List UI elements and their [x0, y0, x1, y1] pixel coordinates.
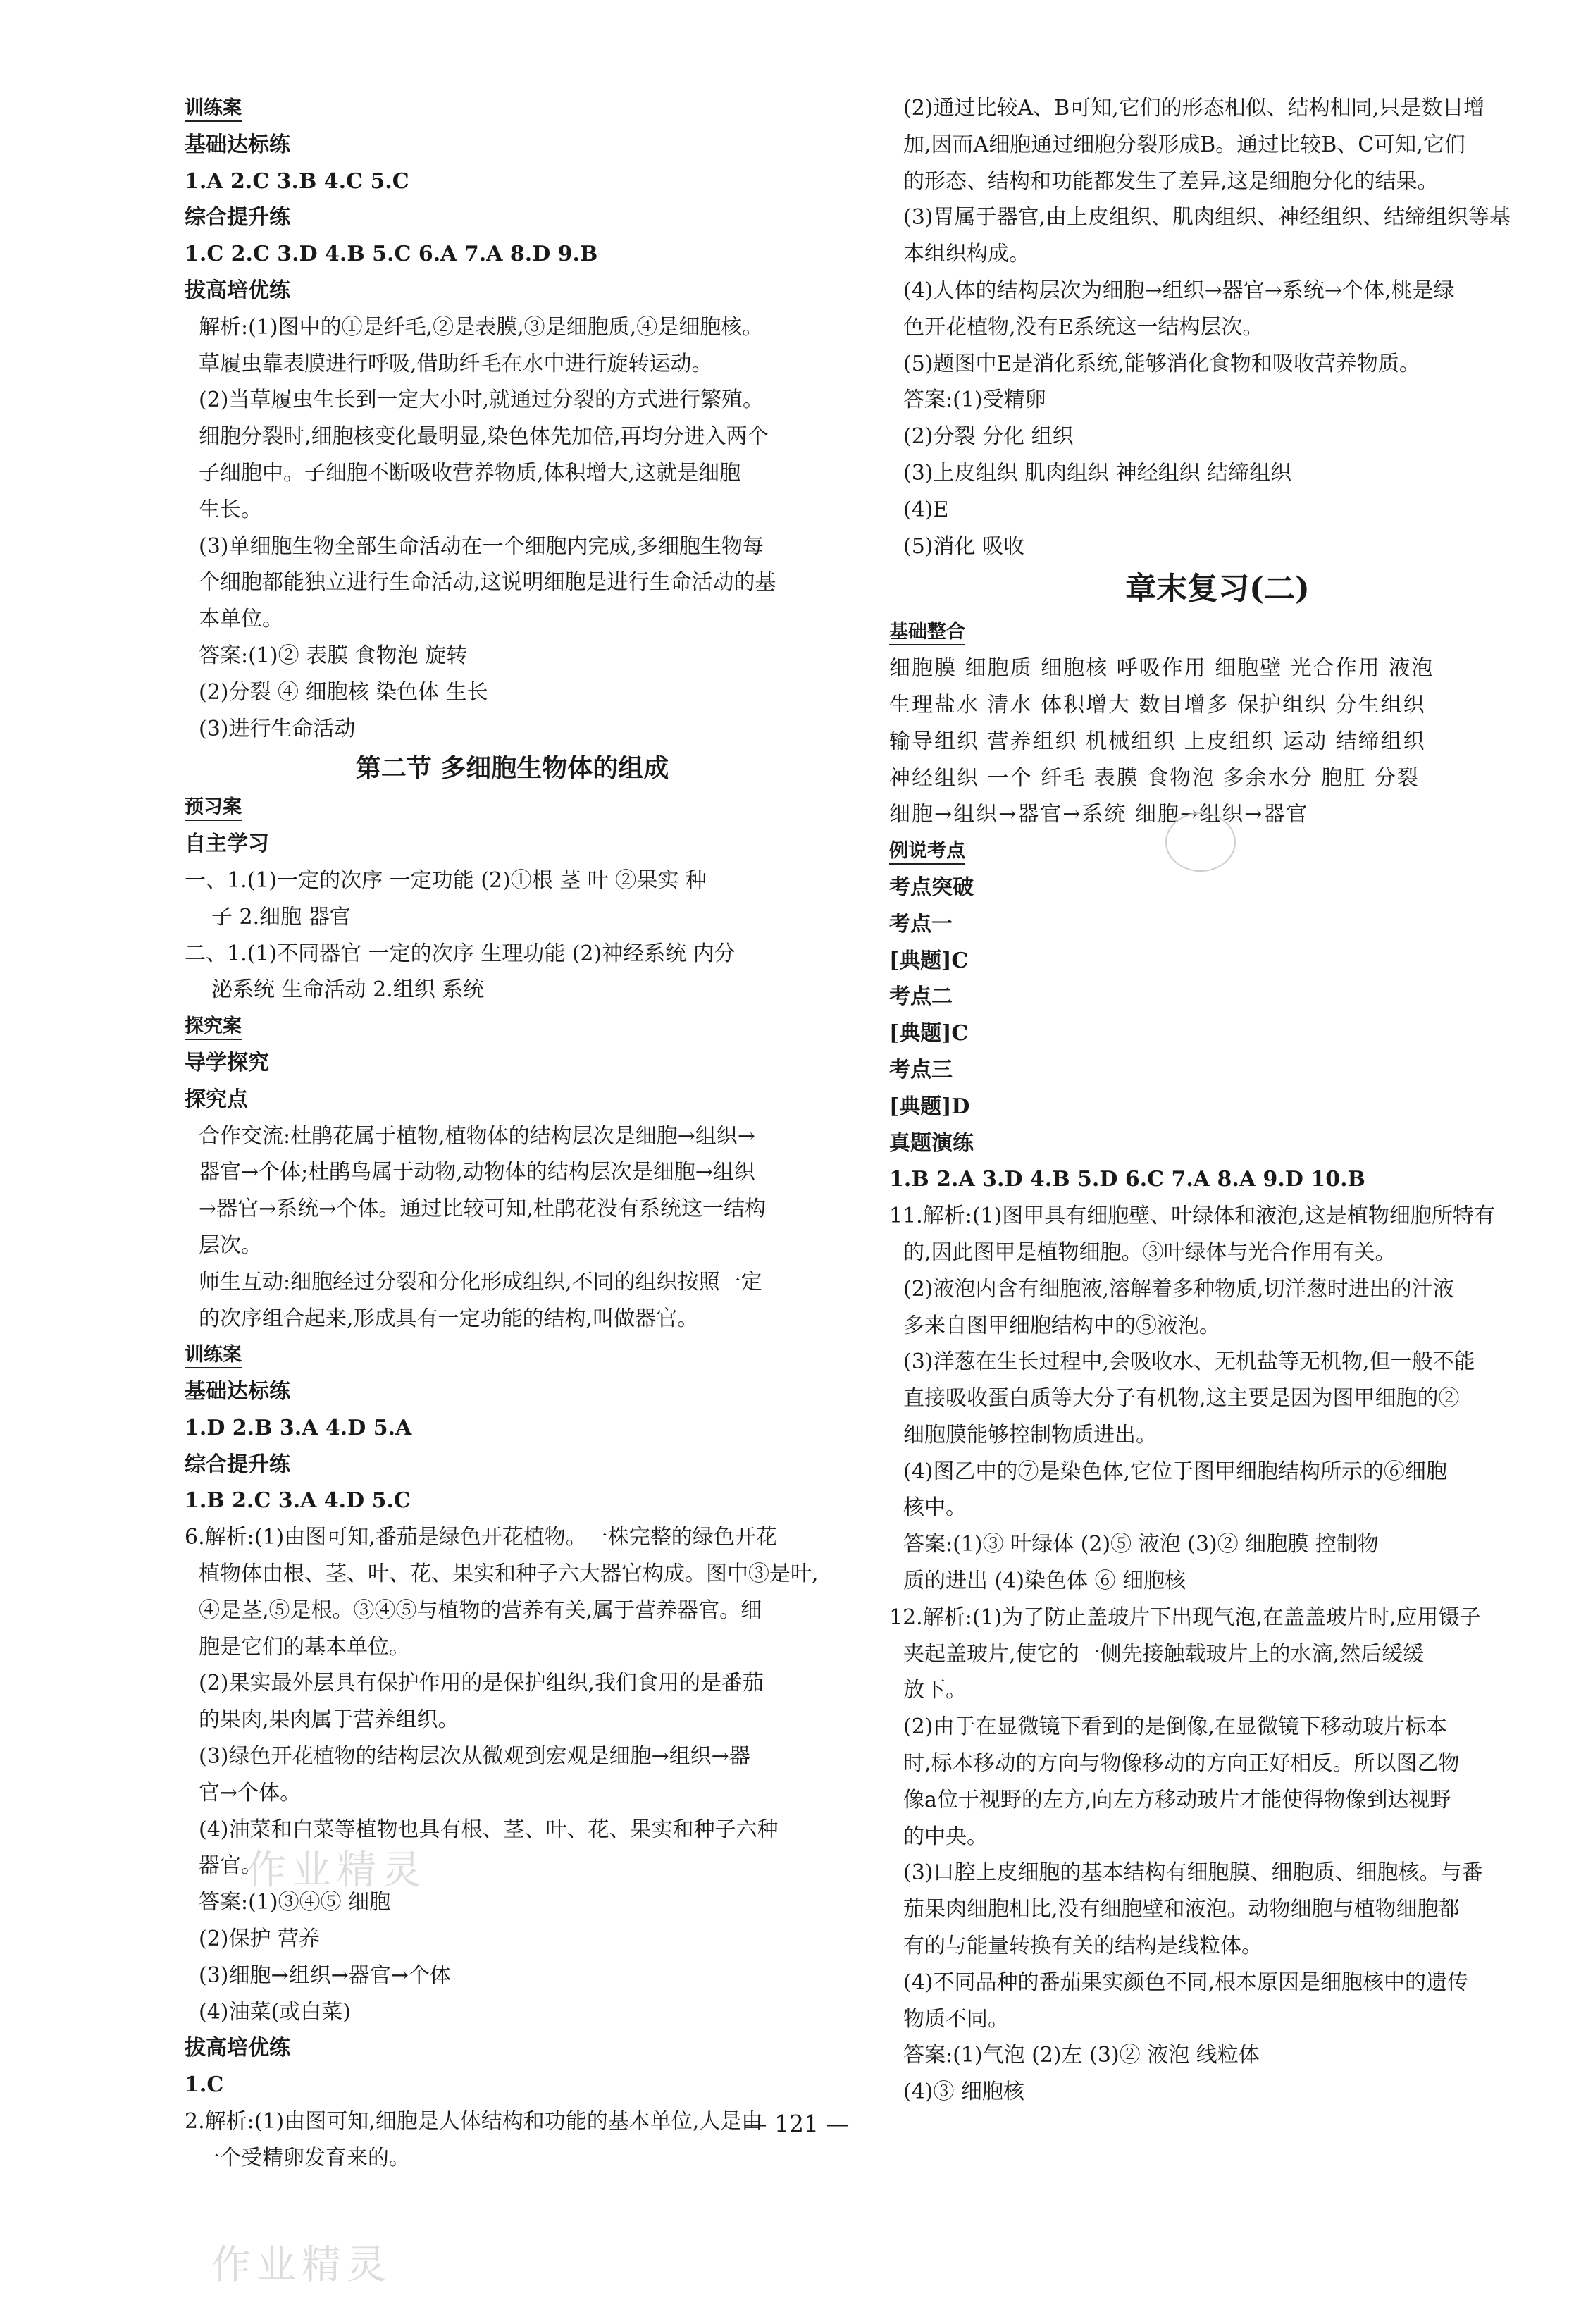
text-line: 官→个体。 [199, 1780, 302, 1805]
text-line: 胞是它们的基本单位。 [199, 1634, 410, 1659]
text-line: 基础达标练 [185, 1379, 290, 1404]
text-line: (4)油菜(或白菜) [199, 1999, 351, 2025]
text-line: 物质不同。 [903, 2006, 1009, 2032]
text-line [185, 1337, 840, 1373]
text-line: 答案:(1)② 表膜 食物泡 旋转 [199, 643, 468, 668]
text-line: [典题]D [889, 1094, 970, 1119]
text-line: (3)洋葱在生长过程中,会吸收水、无机盐等无机物,但一般不能 [903, 1349, 1475, 1375]
section-label: 训练案 [185, 1343, 242, 1368]
text-line: 细胞→组织→器官→系统 细胞→组织→器官 [889, 802, 1309, 827]
watermark-text: 作业精灵 [247, 1848, 427, 1893]
text-line: 答案:(1)③④⑤ 细胞 [199, 1890, 391, 1915]
text-line [185, 1008, 840, 1045]
watermark-text-bottom: 作业精灵 [211, 2242, 392, 2288]
section-label: 训练案 [185, 97, 242, 122]
text-line: 草履虫靠表膜进行呼吸,借助纤毛在水中进行旋转运动。 [199, 351, 713, 376]
right-column [889, 90, 1546, 2110]
text-line: 子 2.细胞 器官 [211, 904, 351, 929]
text-line [889, 614, 1546, 650]
text-line: 综合提升练 [185, 205, 290, 230]
text-line: 探究点 [185, 1087, 248, 1112]
text-line: 的形态、结构和功能都发生了差异,这是细胞分化的结果。 [903, 168, 1439, 194]
text-line: ④是茎,⑤是根。③④⑤与植物的营养有关,属于营养器官。细 [199, 1597, 762, 1623]
text-line: 解析:(1)图中的①是纤毛,②是表膜,③是细胞质,④是细胞核。 [199, 314, 764, 340]
text-line: →器官→系统→个体。通过比较可知,杜鹃花没有系统这一结构 [199, 1197, 766, 1222]
text-line: 色开花植物,没有E系统这一结构层次。 [903, 314, 1264, 340]
text-line: 有的与能量转换有关的结构是线粒体。 [903, 1934, 1263, 1959]
text-line: 植物体由根、茎、叶、花、果实和种子六大器官构成。图中③是叶, [199, 1562, 819, 1587]
text-line: (5)消化 吸收 [903, 533, 1025, 559]
text-line: (2)通过比较A、B可知,它们的形态相似、结构相同,只是数目增 [903, 96, 1485, 120]
text-line: 的中央。 [903, 1824, 988, 1849]
text-line: (2)分裂 ④ 细胞核 染色体 生长 [199, 679, 488, 705]
text-line: 放下。 [903, 1678, 967, 1703]
text-line: 质的进出 (4)染色体 ⑥ 细胞核 [903, 1569, 1186, 1594]
text-line: 二、1.(1)不同器官 一定的次序 生理功能 (2)神经系统 内分 [185, 941, 736, 966]
page-number: — 121 — [743, 2110, 850, 2137]
text-line: 直接吸收蛋白质等大分子有机物,这主要是因为图甲细胞的② [903, 1386, 1460, 1411]
text-line: 答案:(1)受精卵 [903, 388, 1046, 413]
section-label: 基础整合 [889, 620, 965, 645]
text-line: 的果肉,果肉属于营养组织。 [199, 1707, 459, 1733]
text-line: 本单位。 [199, 607, 283, 632]
text-line: 的,因此图甲是植物细胞。③叶绿体与光合作用有关。 [903, 1240, 1396, 1265]
text-line: 考点突破 [889, 874, 974, 900]
text-line: 多来自图甲细胞结构中的⑤液泡。 [903, 1313, 1220, 1338]
text-line: (4)人体的结构层次为细胞→组织→器官→系统→个体,桃是绿 [903, 278, 1455, 303]
text-line: (2)分裂 分化 组织 [903, 424, 1074, 450]
text-line: 真题演练 [889, 1130, 974, 1156]
text-line: 像a位于视野的左方,向左方移动玻片才能使得物像到达视野 [903, 1787, 1451, 1812]
text-line: 一、1.(1)一定的次序 一定功能 (2)①根 茎 叶 ②果实 种 [185, 867, 707, 893]
text-line: 1.B 2.A 3.D 4.B 5.D 6.C 7.A 8.A 9.D 10.B [889, 1167, 1365, 1192]
text-line: 生长。 [199, 497, 262, 522]
text-line: 输导组织 营养组织 机械组织 上皮组织 运动 结缔组织 [889, 729, 1426, 754]
text-line: (3)进行生命活动 [199, 716, 356, 741]
section-label: 探究案 [185, 1015, 242, 1040]
text-line: 的次序组合起来,形成具有一定功能的结构,叫做器官。 [199, 1306, 699, 1331]
text-line: (4)③ 细胞核 [903, 2079, 1025, 2105]
text-line: 器官。 [199, 1853, 262, 1879]
text-line: 一个受精卵发育来的。 [199, 2145, 410, 2170]
text-line: (3)上皮组织 肌肉组织 神经组织 结缔组织 [903, 460, 1292, 486]
text-line: 1.D 2.B 3.A 4.D 5.A [185, 1415, 412, 1440]
text-line: (5)题图中E是消化系统,能够消化食物和吸收营养物质。 [903, 351, 1420, 376]
text-line: 层次。 [199, 1232, 262, 1258]
text-line: (2)当草履虫生长到一定大小时,就通过分裂的方式进行繁殖。 [199, 388, 764, 413]
text-line: (2)保护 营养 [199, 1927, 321, 1952]
text-line: 茄果肉细胞相比,没有细胞壁和液泡。动物细胞与植物细胞都 [903, 1897, 1460, 1922]
text-line: (4)E [903, 497, 949, 522]
text-line: (4)不同品种的番茄果实颜色不同,根本原因是细胞核中的遗传 [903, 1970, 1469, 1995]
text-line: 6.解析:(1)由图可知,番茄是绿色开花植物。一株完整的绿色开花 [185, 1525, 777, 1550]
text-line: 自主学习 [185, 832, 269, 857]
text-line: 答案:(1)气泡 (2)左 (3)② 液泡 线粒体 [903, 2043, 1260, 2068]
text-line: [典题]C [889, 1021, 969, 1046]
text-line: 合作交流:杜鹃花属于植物,植物体的结构层次是细胞→组织→ [199, 1123, 755, 1149]
text-line: 神经组织 一个 纤毛 表膜 食物泡 多余水分 胞肛 分裂 [889, 765, 1420, 791]
text-line: (3)细胞→组织→器官→个体 [199, 1963, 451, 1988]
text-line: 考点一 [889, 911, 953, 937]
text-line: 答案:(1)③ 叶绿体 (2)⑤ 液泡 (3)② 细胞膜 控制物 [903, 1532, 1379, 1557]
text-line: 11.解析:(1)图甲具有细胞壁、叶绿体和液泡,这是植物细胞所特有 [889, 1204, 1495, 1229]
text-line: (3)口腔上皮细胞的基本结构有细胞膜、细胞质、细胞核。与番 [903, 1860, 1483, 1886]
text-line: 导学探究 [185, 1050, 269, 1075]
text-line: 师生互动:细胞经过分裂和分化形成组织,不同的组织按照一定 [199, 1269, 762, 1294]
text-line: 夹起盖玻片,使它的一侧先接触载玻片上的水滴,然后缓缓 [903, 1641, 1425, 1667]
text-line: 1.B 2.C 3.A 4.D 5.C [185, 1488, 411, 1514]
text-line: (2)果实最外层具有保护作用的是保护组织,我们食用的是番茄 [199, 1671, 764, 1696]
text-line: 12.解析:(1)为了防止盖玻片下出现气泡,在盖盖玻片时,应用镊子 [889, 1605, 1481, 1630]
text-line: 子细胞中。子细胞不断吸收营养物质,体积增大,这就是细胞 [199, 460, 741, 486]
text-line: 细胞膜能够控制物质进出。 [903, 1422, 1157, 1447]
text-line: 细胞膜 细胞质 细胞核 呼吸作用 细胞壁 光合作用 液泡 [889, 656, 1434, 681]
text-line: (3)单细胞生物全部生命活动在一个细胞内完成,多细胞生物每 [199, 533, 764, 559]
text-line: 1.A 2.C 3.B 4.C 5.C [185, 168, 409, 194]
text-line: 时,标本移动的方向与物像移动的方向正好相反。所以图乙物 [903, 1751, 1460, 1776]
text-line: (3)绿色开花植物的结构层次从微观到宏观是细胞→组织→器 [199, 1744, 750, 1769]
section-label: 预习案 [185, 796, 242, 821]
text-line: 核中。 [903, 1495, 967, 1521]
text-line: 器官→个体;杜鹃鸟属于动物,动物体的结构层次是细胞→组织 [199, 1160, 755, 1185]
text-line: 考点二 [889, 984, 953, 1010]
text-line: [典题]C [889, 948, 969, 973]
text-line: 拔高培优练 [185, 2036, 290, 2061]
text-line: 2.解析:(1)由图可知,细胞是人体结构和功能的基本单位,人是由 [185, 2109, 763, 2134]
text-line: 第二节 多细胞生物体的组成 [355, 753, 669, 784]
text-line: (4)图乙中的⑦是染色体,它位于图甲细胞结构所示的⑥细胞 [903, 1459, 1448, 1484]
text-line: 1.C 2.C 3.D 4.B 5.C 6.A 7.A 8.D 9.B [185, 242, 598, 267]
text-line: 泌系统 生命活动 2.组织 系统 [211, 977, 485, 1003]
text-line: (2)由于在显微镜下看到的是倒像,在显微镜下移动玻片标本 [903, 1714, 1448, 1740]
text-line: 细胞分裂时,细胞核变化最明显,染色体先加倍,再均分进入两个 [199, 424, 769, 450]
text-line: 1.C [185, 2072, 224, 2098]
text-line: 章末复习(二) [1125, 571, 1310, 607]
text-line: (4)油菜和白菜等植物也具有根、茎、叶、花、果实和种子六种 [199, 1817, 779, 1842]
text-line: 综合提升练 [185, 1452, 290, 1477]
text-line: 基础达标练 [185, 132, 290, 157]
text-line: (2)液泡内含有细胞液,溶解着多种物质,切洋葱时进出的汁液 [903, 1276, 1454, 1302]
text-line: 生理盐水 清水 体积增大 数目增多 保护组织 分生组织 [889, 692, 1426, 717]
text-line: 拔高培优练 [185, 278, 290, 303]
text-line: 加,因而A细胞通过细胞分裂形成B。通过比较B、C可知,它们 [903, 132, 1465, 157]
text-line: 个细胞都能独立进行生命活动,这说明细胞是进行生命活动的基 [199, 570, 776, 595]
section-label: 例说考点 [889, 839, 965, 865]
text-line [185, 789, 840, 826]
text-line: 考点三 [889, 1057, 953, 1082]
watermark-stamp [1165, 812, 1236, 872]
text-line: (3)胃属于器官,由上皮组织、肌肉组织、神经组织、结缔组织等基 [903, 205, 1511, 230]
text-line [185, 90, 840, 127]
text-line: 本组织构成。 [903, 242, 1030, 267]
